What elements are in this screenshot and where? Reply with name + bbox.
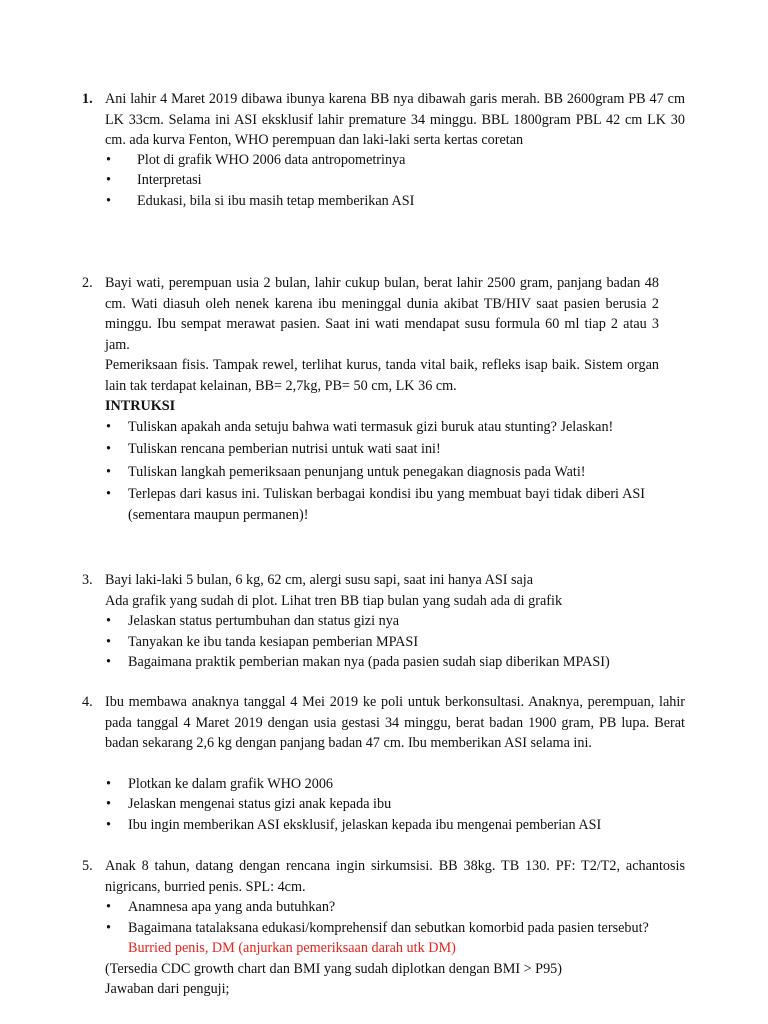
instruction-heading: INTRUKSI [105, 398, 176, 414]
bullet-icon: • [106, 613, 111, 629]
bullet-icon: • [106, 776, 111, 792]
question-subtext: Ada grafik yang sudah di plot. Lihat tren BB tiap bulan yang sudah ada di grafik [105, 593, 563, 609]
question-text: Bayi laki-laki 5 bulan, 6 kg, 62 cm, alergi susu sapi, saat ini hanya ASI saja [105, 572, 534, 588]
bullet-icon: • [106, 193, 111, 209]
bullet-icon: • [106, 419, 111, 435]
bullet-icon: • [106, 654, 111, 670]
question-text: Anak 8 tahun, datang dengan rencana ingin sirkumsisi. BB 38kg. TB 130. PF: T2/T2, achantosis nigricans, burried penis. SPL: 4cm. [105, 858, 685, 895]
note-text: (Tersedia CDC growth chart dan BMI yang sudah diplotkan dengan BMI > P95) [105, 961, 562, 977]
question-number: 4. [82, 694, 93, 710]
answer-text: Burried penis, DM (anjurkan pemeriksaan darah utk DM) [128, 940, 456, 956]
question-text: Ani lahir 4 Maret 2019 dibawa ibunya karena BB nya dibawah garis merah. BB 2600gram PB 47 cm LK 33cm. Selama ini ASI eksklusif lahir premature 34 minggu. BBL 1800gram PBL 42 cm LK 30 cm. ada kurva Fenton, WHO perempuan dan laki-laki serta kertas coretan [105, 91, 685, 148]
bullet-icon: • [106, 796, 111, 812]
closing-text: Jawaban dari penguji; [105, 981, 230, 997]
bullet-icon: • [106, 634, 111, 650]
bullet-icon: • [106, 464, 111, 480]
bullet-icon: • [106, 152, 111, 168]
question-text: Bayi wati, perempuan usia 2 bulan, lahir cukup bulan, berat lahir 2500 gram, panjang badan 48 cm. Wati diasuh oleh nenek karena ibu meninggal dunia akibat TB/HIV saat pasien berusia 2 minggu. Ibu sempat merawat pasien. Saat ini wati mendapat susu formula 60 ml tiap 2 atau 3 jam. [105, 275, 659, 353]
document-page: 1. Ani lahir 4 Maret 2019 dibawa ibunya karena BB nya dibawah garis merah. BB 2600gram PB 47 cm LK 33cm. Selama ini ASI eksklusif lahir premature 34 minggu. BBL 1800gram PBL 42 cm LK 30 cm. ada kurva Fenton, WHO perempuan dan laki-laki serta kertas coretan • Plot di grafik WHO 2006 data antropometrinya • Interpretasi • Edukasi, bila si ibu masih tetap memberikan ASI 2. Bayi wati, perempuan usia 2 bulan, lahir cukup bulan, berat lahir 2500 gram, panjang badan 48 cm. Wati diasuh oleh nenek karena ibu meninggal dunia akibat TB/HIV saat pasien berusia 2 minggu. Ibu sempat merawat pasien. Saat ini wati mendapat susu formula 60 ml tiap 2 atau 3 jam. Pemeriksaan fisis. Tampak rewel, terlihat kurus, tanda vital baik, refleks isap baik. Sistem organ lain tak terdapat kelainan, BB= 2,7kg, PB= 50 cm, LK 36 cm. INTRUKSI • Tuliskan apakah anda setuju bahwa wati termasuk gizi buruk atau stunting? Jelaskan! • Tuliskan rencana pemberian nutrisi untuk wati saat ini! • Tuliskan langkah pemeriksaan penunjang untuk penegakan diagnosis pada Wati! • Terlepas dari kasus ini. Tuliskan berbagai kondisi ibu yang membuat bayi tidak diberi ASI (sementara maupun permanen)! 3. Bayi laki-laki 5 bulan, 6 kg, 62 cm, alergi susu sapi, saat ini hanya ASI saja Ada grafik yang sudah di plot. Lihat tren BB tiap bulan yang sudah ada di grafik • Jelaskan status pertumbuhan dan status gizi nya • Tanyakan ke ibu tanda kesiapan pemberian MPASI • Bagaimana praktik pemberian makan nya (pada pasien sudah siap diberikan MPASI) 4. Ibu membawa anaknya tanggal 4 Mei 2019 ke poli untuk berkonsultasi. Anaknya, perempuan, lahir pada tanggal 4 Maret 2019 dengan usia gestasi 34 minggu, berat badan 1900 gram, PB lupa. Berat badan sekarang 2,6 kg dengan panjang badan 47 cm. Ibu memberikan ASI selama ini. • Plotkan ke dalam grafik WHO 2006 • Jelaskan mengenai status gizi anak kepada ibu • Ibu ingin memberikan ASI eksklusif, jelaskan kepada ibu mengenai pemberian ASI 5. Anak 8 tahun, datang dengan rencana ingin sirkumsisi. BB 38kg. TB 130. PF: T2/T2, achantosis nigricans, burried penis. SPL: 4cm. • Anamnesa apa yang anda butuhkan? • Bagaimana tatalaksana edukasi/komprehensif dan sebutkan komorbid pada pasien tersebut? Burried penis, DM (anjurkan pemeriksaan darah utk DM) (Tersedia CDC growth chart dan BMI yang sudah diplotkan dengan BMI > P95) Jawaban dari penguji; [0, 0, 768, 1024]
question-number: 3. [82, 572, 93, 588]
question-number: 1. [82, 91, 93, 107]
exam-text: Pemeriksaan fisis. Tampak rewel, terlihat kurus, tanda vital baik, refleks isap baik. Sistem organ lain tak terdapat kelainan, BB= 2,7kg, PB= 50 cm, LK 36 cm. [105, 357, 659, 394]
bullet-icon: • [106, 920, 111, 936]
bullet-icon: • [106, 817, 111, 833]
bullet-icon: • [106, 441, 111, 457]
question-number: 5. [82, 858, 93, 874]
question-number: 2. [82, 275, 93, 291]
bullet-icon: • [106, 486, 111, 502]
bullet-icon: • [106, 899, 111, 915]
question-text: Ibu membawa anaknya tanggal 4 Mei 2019 ke poli untuk berkonsultasi. Anaknya, perempuan, lahir pada tanggal 4 Maret 2019 dengan usia gestasi 34 minggu, berat badan 1900 gram, PB lupa. Berat badan sekarang 2,6 kg dengan panjang badan 47 cm. Ibu memberikan ASI selama ini. [105, 694, 685, 751]
bullet-icon: • [106, 172, 111, 188]
